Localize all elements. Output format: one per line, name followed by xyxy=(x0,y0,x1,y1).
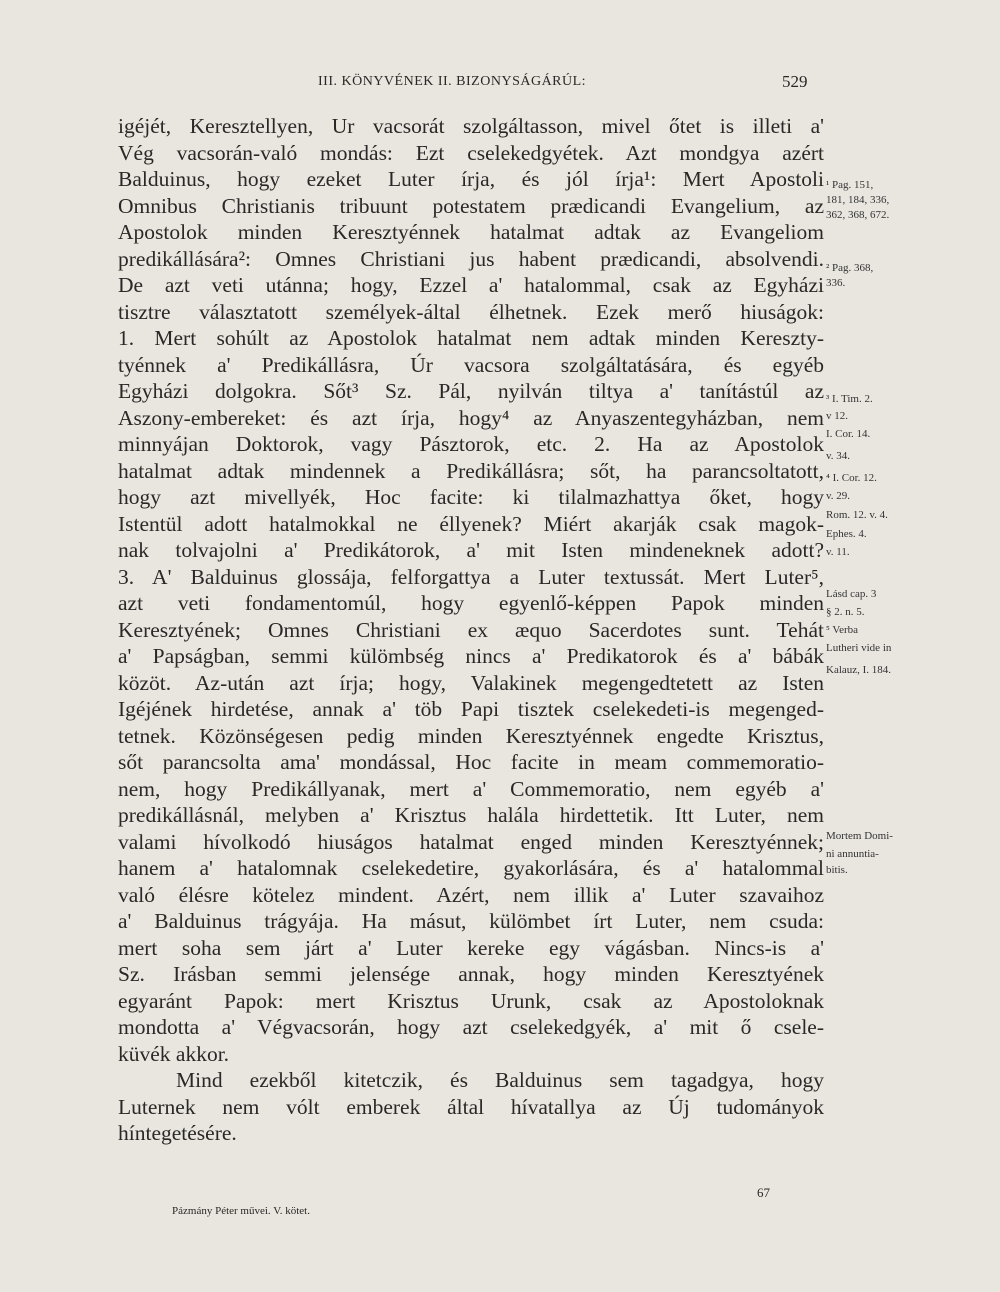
margin-note: I. Cor. 14. xyxy=(826,428,871,440)
margin-note: bitis. xyxy=(826,864,848,876)
margin-note: v. 34. xyxy=(826,450,851,462)
text-line: tetnek. Közönségesen pedig minden Keresztyénnek engedte Krisztus, xyxy=(118,723,824,748)
text-line: tyénnek a' Predikállásra, Úr vacsora szolgáltatására, és egyéb xyxy=(118,352,824,377)
text-line: 1. Mert sohúlt az Apostolok hatalmat nem adtak minden Kereszty- xyxy=(118,326,824,350)
text-line: Aszony-embereket: és azt írja, hogy⁴ az Anyaszentegyházban, nem xyxy=(118,405,824,430)
margin-note: Lásd cap. 3 xyxy=(826,588,877,600)
text-line: Sz. Irásban semmi jelensége annak, hogy minden Keresztyének xyxy=(118,962,824,986)
text-line: Apostolok minden Keresztyénnek hatalmat adtak az Evangeliom xyxy=(118,220,824,244)
text-line: Luternek nem vólt emberek által hívatallya az Új tudományok xyxy=(118,1094,824,1119)
margin-note: ³ I. Tim. 2. xyxy=(826,393,873,405)
text-line: a' Papságban, semmi külömbség nincs a' Predikatorok és a' bábák xyxy=(118,644,824,668)
text-line: De azt veti utánna; hogy, Ezzel a' hatalommal, csak az Egyházi xyxy=(118,273,824,297)
text-line: hatalmat adtak mindennek a Predikállásra; sőt, ha parancsoltatott, xyxy=(118,458,824,483)
margin-note: ¹ Pag. 151, xyxy=(826,179,874,191)
text-line: predikállásnál, melyben a' Krisztus halála hirdettetik. Itt Luter, nem xyxy=(118,803,824,827)
text-line: Omnibus Christianis tribuunt potestatem prædicandi Evangelium, az xyxy=(118,193,824,218)
text-line: azt veti fondamentomúl, hogy egyenlő-képpen Papok minden xyxy=(118,591,824,615)
margin-note: v 12. xyxy=(826,410,848,422)
text-line: predikállására²: Omnes Christiani jus habent prædicandi, absolvendi. xyxy=(118,246,824,271)
margin-note: Rom. 12. v. 4. xyxy=(826,509,888,521)
text-line: nak tolvajolni a' Predikátorok, a' mit Isten mindeneknek adott? xyxy=(118,538,824,562)
margin-note: 336. xyxy=(826,277,846,289)
text-line: Vég vacsorán-való mondás: Ezt cselekedgyétek. Azt mondgya azért xyxy=(118,140,824,165)
text-line: mert soha sem járt a' Luter kereke egy vágásban. Nincs-is a' xyxy=(118,935,824,960)
running-head: III. KÖNYVÉNEK II. BIZONYSÁGÁRÚL: xyxy=(318,74,587,89)
text-line: igéjét, Keresztellyen, Ur vacsorát szolgáltasson, mivel őtet is illeti a' xyxy=(118,114,824,138)
text-line: Istentül adott hatalmokkal ne éllyenek? Miért akarják csak magok- xyxy=(118,511,824,536)
text-line: a' Balduinus trágyája. Ha másut, külömbet írt Luter, nem csuda: xyxy=(118,909,824,933)
margin-note: 181, 184, 336, xyxy=(826,194,890,206)
text-line: Keresztyének; Omnes Christiani ex æquo Sacerdotes sunt. Tehát xyxy=(118,617,824,642)
margin-note: Ephes. 4. xyxy=(826,528,867,540)
text-line: egyaránt Papok: mert Krisztus Urunk, csak az Apostoloknak xyxy=(118,988,824,1013)
margin-note: § 2. n. 5. xyxy=(826,606,865,618)
margin-note: 362, 368, 672. xyxy=(826,209,890,221)
margin-note: ni annuntia- xyxy=(826,848,879,860)
text-line: sőt parancsolta ama' mondással, Hoc facite in meam commemoratio- xyxy=(118,750,824,774)
page-number: 529 xyxy=(782,72,808,91)
text-line: Mind ezekből kitetczik, és Balduinus sem tagadgya, hogy xyxy=(176,1068,824,1092)
margin-note: Lutheri vide in xyxy=(826,642,892,654)
text-line: minnyájan Doktorok, vagy Pásztorok, etc. 2. Ha az Apostolok xyxy=(118,432,824,456)
text-line: tisztre választatott személyek-által élhetnek. Ezek merő hiuságok: xyxy=(118,299,824,324)
text-line: valami hívolkodó hiuságos hatalmat enged minden Keresztyénnek; xyxy=(118,829,824,854)
text-line: Balduinus, hogy ezeket Luter írja, és jól írja¹: Mert Apostoli xyxy=(118,167,824,191)
text-line: való élésre kötelez mindent. Azért, nem illik a' Luter szavaihoz xyxy=(118,882,824,907)
margin-note: v. 11. xyxy=(826,546,850,558)
text-line: mondotta a' Végvacsorán, hogy azt cselekedgyék, a' mit ő csele- xyxy=(118,1015,824,1039)
text-line: hanem a' hatalomnak cselekedetire, gyakorlására, és a' hatalommal xyxy=(118,856,824,880)
text-line: Igéjének hirdetése, annak a' töb Papi tisztek cselekedeti-is megenged- xyxy=(118,697,824,721)
body-text xyxy=(118,113,824,1147)
margin-note: ² Pag. 368, xyxy=(826,262,874,274)
margin-note: Kalauz, I. 184. xyxy=(826,664,892,676)
margin-note: ⁵ Verba xyxy=(826,624,859,636)
text-line: híntegetésére. xyxy=(118,1121,237,1145)
margin-note: v. 29. xyxy=(826,490,851,502)
text-line: közöt. Az-után azt írja; hogy, Valakinek megengedtetett az Isten xyxy=(118,670,824,695)
text-line: hogy azt mivellyék, Hoc facite: ki tilalmazhattya őket, hogy xyxy=(118,485,824,509)
signature-mark: 67 xyxy=(757,1185,770,1200)
text-line: 3. A' Balduinus glossája, felforgattya a Luter textussát. Mert Luter⁵, xyxy=(118,564,824,589)
margin-note: Mortem Domi- xyxy=(826,830,893,842)
text-line: küvék akkor. xyxy=(118,1041,230,1066)
margin-note: ⁴ I. Cor. 12. xyxy=(826,472,877,484)
text-line: nem, hogy Predikállyanak, mert a' Commemoratio, nem egyéb a' xyxy=(118,776,824,801)
text-line: Egyházi dolgokra. Sőt³ Sz. Pál, nyilván tiltya a' tanítástúl az xyxy=(118,379,824,403)
publisher-footer: Pázmány Péter művei. V. kötet. xyxy=(172,1205,310,1217)
